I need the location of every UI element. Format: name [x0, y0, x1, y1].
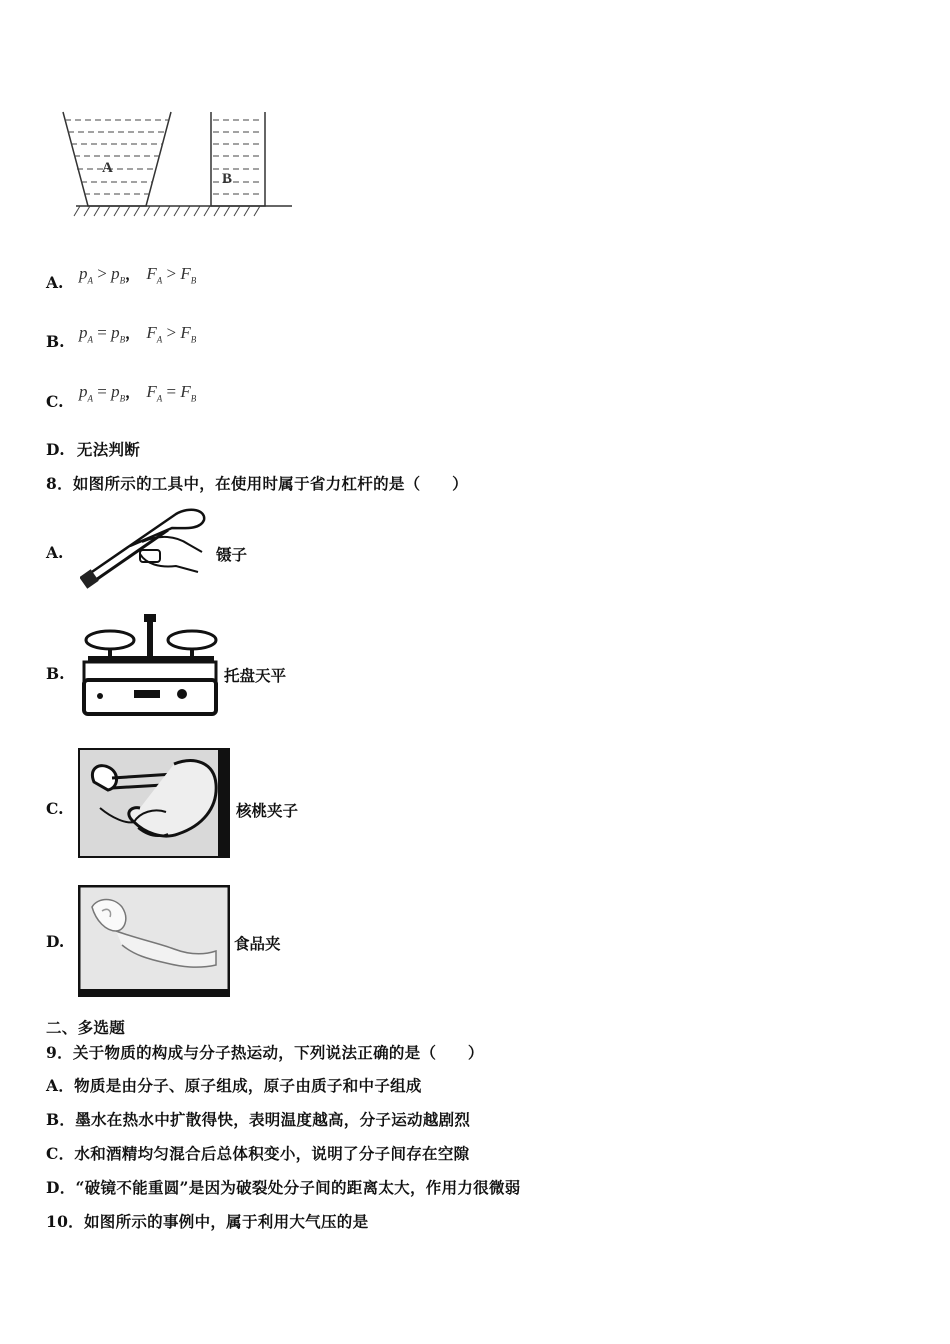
q9-option-c[interactable]: C．水和酒精均匀混合后总体积变小，说明了分子间存在空隙: [46, 1144, 470, 1163]
balance-scale-icon: [80, 612, 220, 718]
q8-option-d-caption: 食品夹: [234, 934, 281, 953]
option-letter: B.: [46, 332, 65, 351]
nutcracker-icon: [78, 748, 230, 858]
q9-option-d[interactable]: D．“破镜不能重圆”是因为破裂处分子间的距离太大，作用力很微弱: [46, 1178, 521, 1197]
q9-option-a[interactable]: A．物质是由分子、原子组成，原子由质子和中子组成: [46, 1076, 422, 1095]
q8-option-a-caption: 镊子: [216, 545, 248, 564]
formula: $p_A > p_B$， $F_A > F_B$: [79, 264, 197, 286]
q8-option-c-letter[interactable]: C.: [46, 799, 64, 818]
tweezers-icon: [80, 506, 212, 592]
q10-stem: 10．如图所示的事例中，属于利用大气压的是: [46, 1212, 369, 1231]
q9-stem: 9．关于物质的构成与分子热运动，下列说法正确的是（ ）: [46, 1043, 484, 1062]
q9-option-b[interactable]: B．墨水在热水中扩散得快，表明温度越高，分子运动越剧烈: [46, 1110, 471, 1129]
containers-figure: [60, 108, 300, 220]
food-tongs-icon: [78, 885, 230, 997]
q8-stem: 8．如图所示的工具中，在使用时属于省力杠杆的是（ ）: [46, 474, 468, 493]
q7-option-d[interactable]: [46, 438, 140, 460]
q8-option-a-letter[interactable]: A.: [46, 543, 64, 562]
container-b-label: B: [222, 171, 233, 187]
q8-option-c-caption: 核桃夹子: [236, 801, 299, 820]
option-letter: C.: [46, 392, 64, 411]
formula: $p_A = p_B$， $F_A = F_B$: [79, 382, 197, 404]
q8-option-d-letter[interactable]: D.: [46, 932, 65, 951]
section-title: 二、多选题: [46, 1018, 126, 1037]
option-letter: A.: [46, 273, 64, 292]
option-letter: D.: [46, 440, 65, 459]
option-text: 无法判断: [76, 440, 141, 459]
formula: $p_A = p_B$， $F_A > F_B$: [79, 323, 197, 345]
q8-option-b-caption: 托盘天平: [224, 666, 287, 685]
container-a-label: A: [102, 160, 113, 176]
q8-option-b-letter[interactable]: B.: [46, 664, 65, 683]
